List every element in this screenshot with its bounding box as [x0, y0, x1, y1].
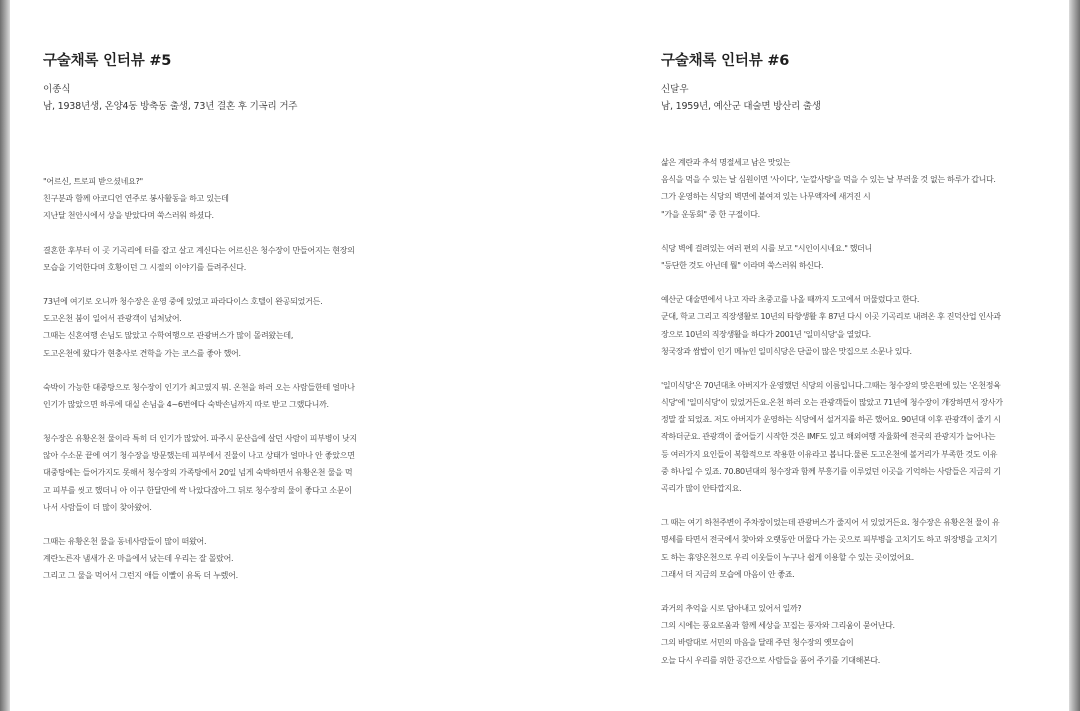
text-line: 작하더군요. 관광객이 줄어들기 시작한 것은 IMF도 있고 해외여행 자율화에 전국의 관광지가 늘어나는	[661, 432, 996, 442]
text-line: 음식을 먹을 수 있는 날 심원이면 '사이다', '눈깔사탕'을 먹을 수 있는 날 부러울 것 없는 하루가 갑니다.	[661, 175, 996, 185]
paragraph	[43, 430, 357, 516]
text-line: 고 피부를 씻고 했더니 아 이구 한달만에 싹 나았다잖아.그 뒤로 청수장의 물이 좋다고 소문이	[43, 485, 352, 495]
right-page-edge	[1069, 0, 1080, 711]
text-line: 식당'에 '일미식당'이 있었거든요.온천 하러 오는 관광객들이 많았고 71년에 청수장이 개장하면서 장사가	[661, 398, 1003, 408]
interview-5-title: 구술채록 인터뷰 #5	[43, 53, 172, 69]
text-line: 그의 바람대로 서민의 마음을 달래 주던 청수장의 옛모습이	[661, 638, 854, 648]
text-line: 모습을 기억한다며 호황이던 그 시절의 이야기를 들려주신다.	[43, 262, 246, 272]
interview-6-name: 신달우	[661, 84, 689, 95]
text-line: "등단한 것도 아닌데 뭘" 이라며 쑥스러워 하신다.	[661, 260, 824, 270]
text-line: 도고온천에 왔다가 현충사로 견학을 가는 코스를 좋아 했어.	[43, 348, 241, 358]
paragraph	[43, 379, 357, 413]
text-line: 지난달 천안시에서 상을 받았다며 쑥스러워 하셨다.	[43, 211, 214, 221]
text-line: 등 여러가지 요인들이 복합적으로 작용한 이유라고 봅니다.물론 도고온천에 볼거리가 부족한 것도 이유	[661, 449, 998, 459]
left-page-edge	[0, 0, 10, 711]
text-line: 친구분과 함께 아코디언 연주로 봉사활동을 하고 있는데	[43, 194, 229, 204]
text-line: 도 하는 휴양온천으로 우리 이웃들이 누구나 쉽게 이용할 수 있는 곳이었어요.	[661, 552, 914, 562]
text-line: 그때는 신혼여행 손님도 많았고 수학여행으로 관광버스가 많이 몰려왔는데,	[43, 331, 294, 341]
text-line: 명세를 타면서 전국에서 찾아와 오랫동안 머물다 가는 곳으로 피부병을 고치기도 하고 위장병을 고치기	[661, 535, 998, 545]
paragraph	[661, 600, 1003, 669]
text-line: 그 때는 여기 하천주변이 주차장이었는데 관광버스가 줄지어 서 있었거든요. 청수장은 유황온천 물이 유	[661, 518, 1000, 528]
text-line: 나서 사람들이 더 많이 찾아왔어.	[43, 502, 152, 512]
interview-5-meta: 남, 1938년생, 온양4동 방축동 출생, 73년 결혼 후 기곡리 거주	[43, 101, 298, 112]
interview-6-body	[661, 154, 1003, 686]
text-line: '일미식당'은 70년대초 아버지가 운영했던 식당의 이름입니다.그때는 청수장의 맞은편에 있는 '온천정육	[661, 380, 1001, 390]
text-line: 장으로 10년의 직장생활을 하다가 2001년 '일미식당'을 열었다.	[661, 329, 871, 339]
paragraph	[661, 240, 1003, 274]
paragraph	[661, 377, 1003, 497]
interview-6-title: 구술채록 인터뷰 #6	[661, 53, 790, 69]
paragraph	[43, 173, 357, 225]
paragraph	[661, 154, 1003, 223]
text-line: 예산군 대술면에서 나고 자라 초중고를 나올 때까지 도고에서 머물렀다고 한다.	[661, 295, 920, 305]
text-line: 오늘 다시 우리를 위한 공간으로 사람들을 품어 주기를 기대해본다.	[661, 655, 880, 665]
interview-5-name: 이종식	[43, 84, 71, 95]
interview-6-meta: 남, 1959년, 예산군 대술면 방산리 출생	[661, 101, 821, 112]
text-line: 그리고 그 물을 먹어서 그런지 애들 이빨이 유독 더 누렜어.	[43, 571, 238, 581]
text-line: 그때는 유황온천 물을 동네사람들이 많이 떠왔어.	[43, 537, 207, 546]
text-line: 그래서 더 지금의 모습에 마음이 안 좋죠.	[661, 569, 795, 579]
text-line: 인기가 많았으면 하루에 대실 손님을 4~6번에다 숙박손님까지 따로 받고 그랬다니까.	[43, 399, 329, 409]
text-line: 73년에 여기로 오니까 청수장은 운영 중에 있었고 파라다이스 호텔이 완공되었거든.	[43, 296, 323, 306]
text-line: 않아 수소문 끝에 여기 청수장을 방문했는데 피부에서 진물이 나고 상태가 얼마나 안 좋았으면	[43, 451, 355, 461]
text-line: 결혼한 후부터 이 곳 기곡리에 터를 잡고 살고 계신다는 어르신은 청수장이 만들어지는 현장의	[43, 245, 355, 255]
text-line: 정말 잘 되었죠. 저도 아버지가 운영하는 식당에서 설거지를 하곤 했어요. 90년대 이후 관광객이 줄기 시	[661, 415, 1001, 425]
text-line: 과거의 추억을 시로 담아내고 있어서 일까?	[661, 603, 802, 613]
text-line: 숙박이 가능한 대중탕으로 청수장이 인기가 최고였지 뭐. 온천을 하러 오는 사람들한테 얼마나	[43, 382, 355, 392]
text-line: 계란노른자 냄새가 온 마을에서 났는데 우리는 잘 몰랐어.	[43, 554, 234, 564]
text-line: 곡리가 많이 안타깝지요.	[661, 484, 742, 493]
paragraph	[661, 291, 1003, 360]
text-line: 그의 시에는 풍요로움과 함께 세상을 꼬집는 풍자와 그리움이 묻어난다.	[661, 621, 895, 631]
text-line: "가을 운동회" 중 한 구절이다.	[661, 209, 760, 219]
text-line: 대중탕에는 들어가지도 못해서 청수장의 가족탕에서 20일 넘게 숙박하면서 유황온천 물을 먹	[43, 468, 353, 478]
paragraph	[43, 293, 357, 362]
text-line: 청국장과 쌈밥이 인기 메뉴인 일미식당은 단골이 많은 맛집으로 소문나 있다.	[661, 346, 912, 356]
paragraph	[43, 242, 357, 276]
text-line: 식당 벽에 걸려있는 여러 편의 시를 보고 "시인이시네요." 했더니	[661, 243, 872, 253]
document-page	[10, 0, 1069, 711]
interview-5-body	[43, 173, 357, 602]
text-line: "어르신, 트로피 받으셨네요?"	[43, 177, 143, 186]
text-line: 도고온천 붐이 일어서 관광객이 넘쳐났어.	[43, 314, 182, 324]
text-line: 중 하나일 수 있죠. 70.80년대의 청수장과 함께 부흥기를 이루었던 이곳을 기억하는 사람들은 지금의 기	[661, 466, 1001, 476]
text-line: 군대, 학교 그리고 직장생활로 10년의 타향생활 후 87년 다시 이곳 기곡리로 내려온 후 진덕산업 인사과	[661, 312, 1001, 322]
paragraph	[661, 514, 1003, 583]
text-line: 그가 운영하는 식당의 벽면에 붙여져 있는 나무액자에 새겨진 시	[661, 192, 871, 202]
paragraph	[43, 533, 357, 585]
text-line: 삶은 계란과 추석 명절세고 남은 맛있는	[661, 158, 791, 167]
text-line: 청수장은 유황온천 물이라 특히 더 인기가 많았어. 파주시 문산읍에 살던 사람이 피부병이 낫지	[43, 434, 357, 444]
